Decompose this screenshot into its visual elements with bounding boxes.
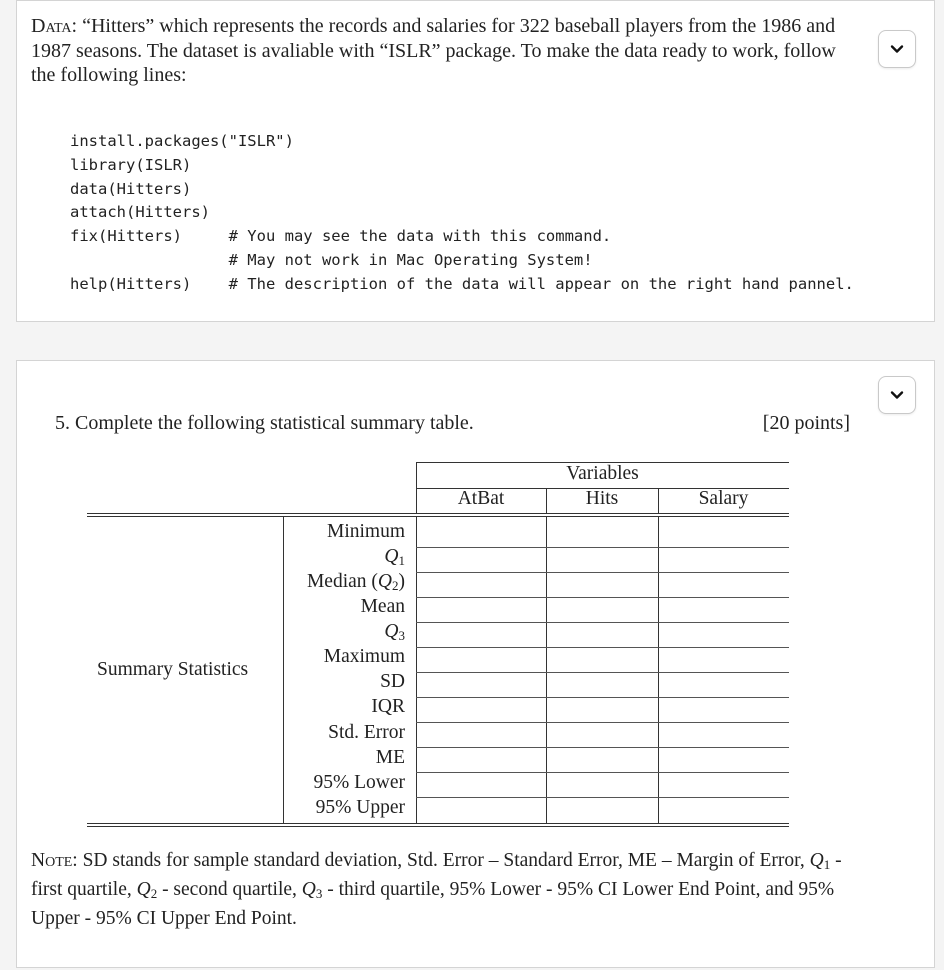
row-label-median: Median $(Q_2)$: [306, 571, 405, 593]
row-label-me: ME: [375, 747, 405, 768]
code-line: fix(Hitters) # You may see the data with this command.: [70, 227, 612, 246]
row-label-minimum: Minimum: [326, 521, 405, 542]
row-label-q1: $Q_1$: [384, 546, 405, 568]
note-label: Note: [31, 850, 73, 871]
table-rule: [416, 597, 789, 598]
table-rule: [416, 647, 789, 648]
data-text: : “Hitters” which represents the records and salaries for 322 baseball players from the 1986 and 1987 seasons. The dataset is avaliable with “ISLR” package. To make the data ready to work, follow the following lines:: [31, 15, 836, 86]
table-rule: [416, 772, 789, 773]
table-rule: [416, 517, 417, 823]
column-header-salary: Salary: [698, 488, 749, 509]
table-rule: [87, 826, 789, 827]
expand-button[interactable]: [878, 30, 916, 68]
table-rule: [87, 513, 789, 514]
table-rule: [658, 488, 659, 513]
table-rule: [416, 797, 789, 798]
table-rule: [416, 547, 789, 548]
table-rule: [416, 722, 789, 723]
row-group-label: Summary Statistics: [97, 659, 249, 680]
table-rule: [87, 516, 789, 517]
table-rule: [546, 517, 547, 823]
row-label-95-lower: 95% Lower: [313, 772, 405, 793]
points-label: [20 points]: [762, 412, 850, 434]
table-rule: [416, 697, 789, 698]
column-header-atbat: AtBat: [457, 488, 505, 509]
table-rule: [658, 517, 659, 823]
row-label-maximum: Maximum: [323, 646, 405, 667]
question-text: 5. Complete the following statistical summary table.: [55, 412, 474, 434]
row-label-mean: Mean: [360, 596, 405, 617]
table-rule: [416, 572, 789, 573]
code-line: data(Hitters): [70, 179, 192, 198]
r-code-block: [70, 130, 854, 297]
question-row: [55, 412, 850, 435]
code-line: attach(Hitters): [70, 203, 210, 222]
chevron-down-icon: [889, 41, 905, 57]
variables-header: Variables: [566, 463, 639, 484]
code-line: help(Hitters) # The description of the data will appear on the right hand pannel.: [70, 274, 854, 293]
code-line: install.packages("ISLR"): [70, 132, 294, 150]
row-label-iqr: IQR: [371, 696, 405, 717]
row-label-sd: SD: [380, 671, 405, 692]
code-line: # May not work in Mac Operating System!: [70, 250, 593, 269]
note-paragraph: Note: SD stands for sample standard deviation, Std. Error – Standard Error, ME – Margin of Error, $Q_1$ - first quartile, $Q_2$ - second quartile, $Q_3$ - third quartile, 95% Lower - 95% CI Lower End Point, and 95% Upper - 95% CI Upper End Point.: [31, 850, 842, 929]
data-paragraph: [31, 14, 851, 88]
table-rule: [416, 747, 789, 748]
expand-button[interactable]: [878, 376, 916, 414]
column-header-hits: Hits: [585, 488, 619, 509]
code-line: library(ISLR): [70, 155, 192, 174]
table-rule: [87, 823, 789, 824]
table-rule: [416, 462, 417, 513]
row-label-95-upper: 95% Upper: [315, 797, 405, 818]
table-rule: [416, 672, 789, 673]
data-label: Data: [31, 15, 72, 37]
table-rule: [416, 622, 789, 623]
row-label-std-error: Std. Error: [328, 722, 405, 743]
chevron-down-icon: [889, 387, 905, 403]
row-label-q3: $Q_3$: [384, 621, 405, 643]
table-rule: [546, 488, 547, 513]
